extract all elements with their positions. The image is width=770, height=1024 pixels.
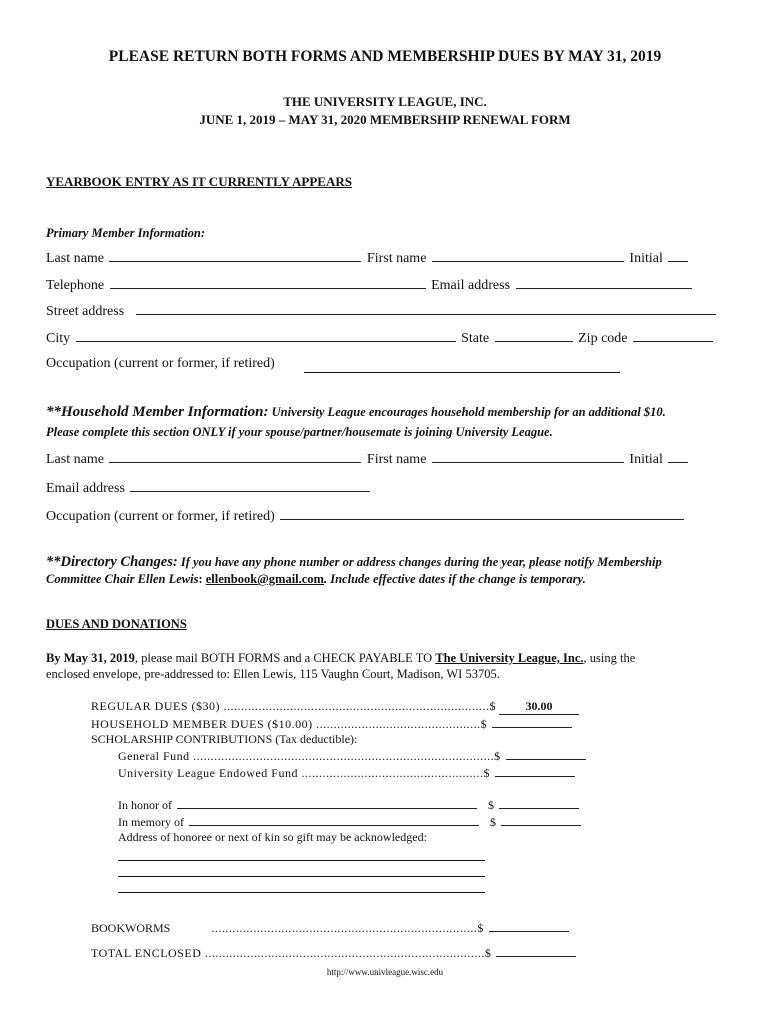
general-fund-row [118,748,588,764]
household-note: University League encourages household membership for an additional $10. [268,405,666,419]
address-line-3[interactable] [118,892,485,893]
telephone-row [46,277,694,294]
hh-first-name-label: First name [366,452,427,467]
endowed-fund-row [118,765,577,781]
household-name-row [46,451,690,468]
honor-amount-field[interactable] [499,797,579,809]
dues-paragraph-2: enclosed envelope, pre-addressed to: Ellen Lewis, 115 Vaughn Court, Madison, WI 53705. [46,667,500,681]
total-field[interactable] [496,945,576,957]
street-label: Street address [46,304,125,319]
memory-field[interactable] [189,814,479,826]
scholarship-label: SCHOLARSHIP CONTRIBUTIONS (Tax deductible): [91,732,358,746]
directory-heading: **Directory Changes: [46,554,178,570]
deadline-text: By May 31, 2019 [46,651,135,665]
household-dues-row [91,716,574,732]
honor-field[interactable] [177,797,477,809]
page-title: PLEASE RETURN BOTH FORMS AND MEMBERSHIP DUES BY MAY 31, 2019 [108,48,662,65]
directory-email-link[interactable]: ellenbook@gmail.com [205,572,324,586]
total-row [91,945,578,961]
dues-text-1b: , using the [583,651,636,665]
bookworms-row [91,920,571,936]
address-ack-label: Address of honoree or next of kin so gift may be acknowledged: [118,830,427,844]
payee-name: The University League, Inc. [435,651,584,665]
hh-last-name-label: Last name [46,452,104,467]
address-line-2[interactable] [118,876,485,877]
hh-occupation-label: Occupation (current or former, if retired) [46,509,275,524]
household-heading-row [46,404,666,421]
hh-initial-label: Initial [629,452,663,467]
first-name-label: First name [366,251,427,266]
household-instructions: Please complete this section ONLY if your spouse/partner/housemate is joining University League. [46,425,553,439]
memory-row [118,814,583,830]
city-row [46,330,715,347]
bookworms-label: BOOKWORMS [91,921,171,935]
footer-url[interactable]: http://www.univleague.wisc.edu [326,967,444,977]
directory-row-1 [46,554,662,571]
last-name-label: Last name [46,251,104,266]
state-field[interactable] [495,330,573,342]
address-line-1[interactable] [118,860,485,861]
hh-initial-field[interactable] [668,451,688,463]
hh-last-name-field[interactable] [109,451,361,463]
household-heading: **Household Member Information: [46,404,269,420]
household-dues-label: HOUSEHOLD MEMBER DUES ($10.00) ...............................................$ [91,717,488,731]
city-field[interactable] [76,330,456,342]
directory-chair: Committee Chair Ellen Lewis [46,572,199,586]
city-label: City [46,331,71,346]
regular-dues-label: REGULAR DUES ($30) ............................................................................$ [91,699,496,713]
last-name-field[interactable] [109,250,361,262]
dues-heading: DUES AND DONATIONS [46,617,187,631]
regular-dues-amount[interactable]: 30.00 [499,699,579,715]
zip-label: Zip code [578,331,628,346]
street-row [46,303,718,320]
yearbook-heading: YEARBOOK ENTRY AS IT CURRENTLY APPEARS [46,174,352,189]
honor-label: In honor of [118,798,172,812]
street-field[interactable] [136,303,716,315]
email-field[interactable] [516,277,692,289]
directory-colon: : [198,572,206,586]
telephone-field[interactable] [110,277,426,289]
bookworms-dots: ............................................................................$ [211,921,484,935]
hh-occupation-row [46,508,686,525]
occupation-field[interactable] [304,372,620,373]
general-fund-field[interactable] [506,748,586,760]
hh-email-label: Email address [46,481,125,496]
directory-text-2: . Include effective dates if the change is temporary. [323,572,586,586]
dues-text-1: , please mail BOTH FORMS and a CHECK PAYABLE TO [134,651,436,665]
primary-member-label: Primary Member Information: [46,226,206,240]
telephone-label: Telephone [46,278,105,293]
hh-email-row [46,480,372,497]
household-dues-field[interactable] [492,716,572,728]
hh-email-field[interactable] [130,480,370,492]
memory-label: In memory of [118,815,184,829]
initial-field[interactable] [668,250,688,262]
primary-name-row [46,250,690,267]
bookworms-field[interactable] [489,920,569,932]
initial-label: Initial [629,251,663,266]
state-label: State [461,331,490,346]
honor-row [118,797,581,813]
regular-dues-row [91,699,579,715]
org-name: THE UNIVERSITY LEAGUE, INC. [283,94,487,109]
form-name: JUNE 1, 2019 – MAY 31, 2020 MEMBERSHIP RENEWAL FORM [199,112,571,127]
directory-row-2 [46,572,586,587]
hh-occupation-field[interactable] [280,508,684,520]
email-label: Email address [431,278,511,293]
total-label: TOTAL ENCLOSED ................................................................................$ [91,946,492,960]
occupation-label: Occupation (current or former, if retired) [46,356,275,371]
hh-first-name-field[interactable] [432,451,624,463]
general-fund-label: General Fund ......................................................................................$ [118,749,501,763]
memory-amount-field[interactable] [501,814,581,826]
dues-paragraph-1 [46,651,635,666]
zip-field[interactable] [633,330,713,342]
directory-text-1: If you have any phone number or address changes during the year, please notify Membership [177,555,662,569]
first-name-field[interactable] [432,250,624,262]
endowed-fund-label: University League Endowed Fund ....................................................$ [118,766,490,780]
honor-dollar: $ [488,798,494,812]
endowed-fund-field[interactable] [495,765,575,777]
memory-dollar: $ [489,815,496,829]
